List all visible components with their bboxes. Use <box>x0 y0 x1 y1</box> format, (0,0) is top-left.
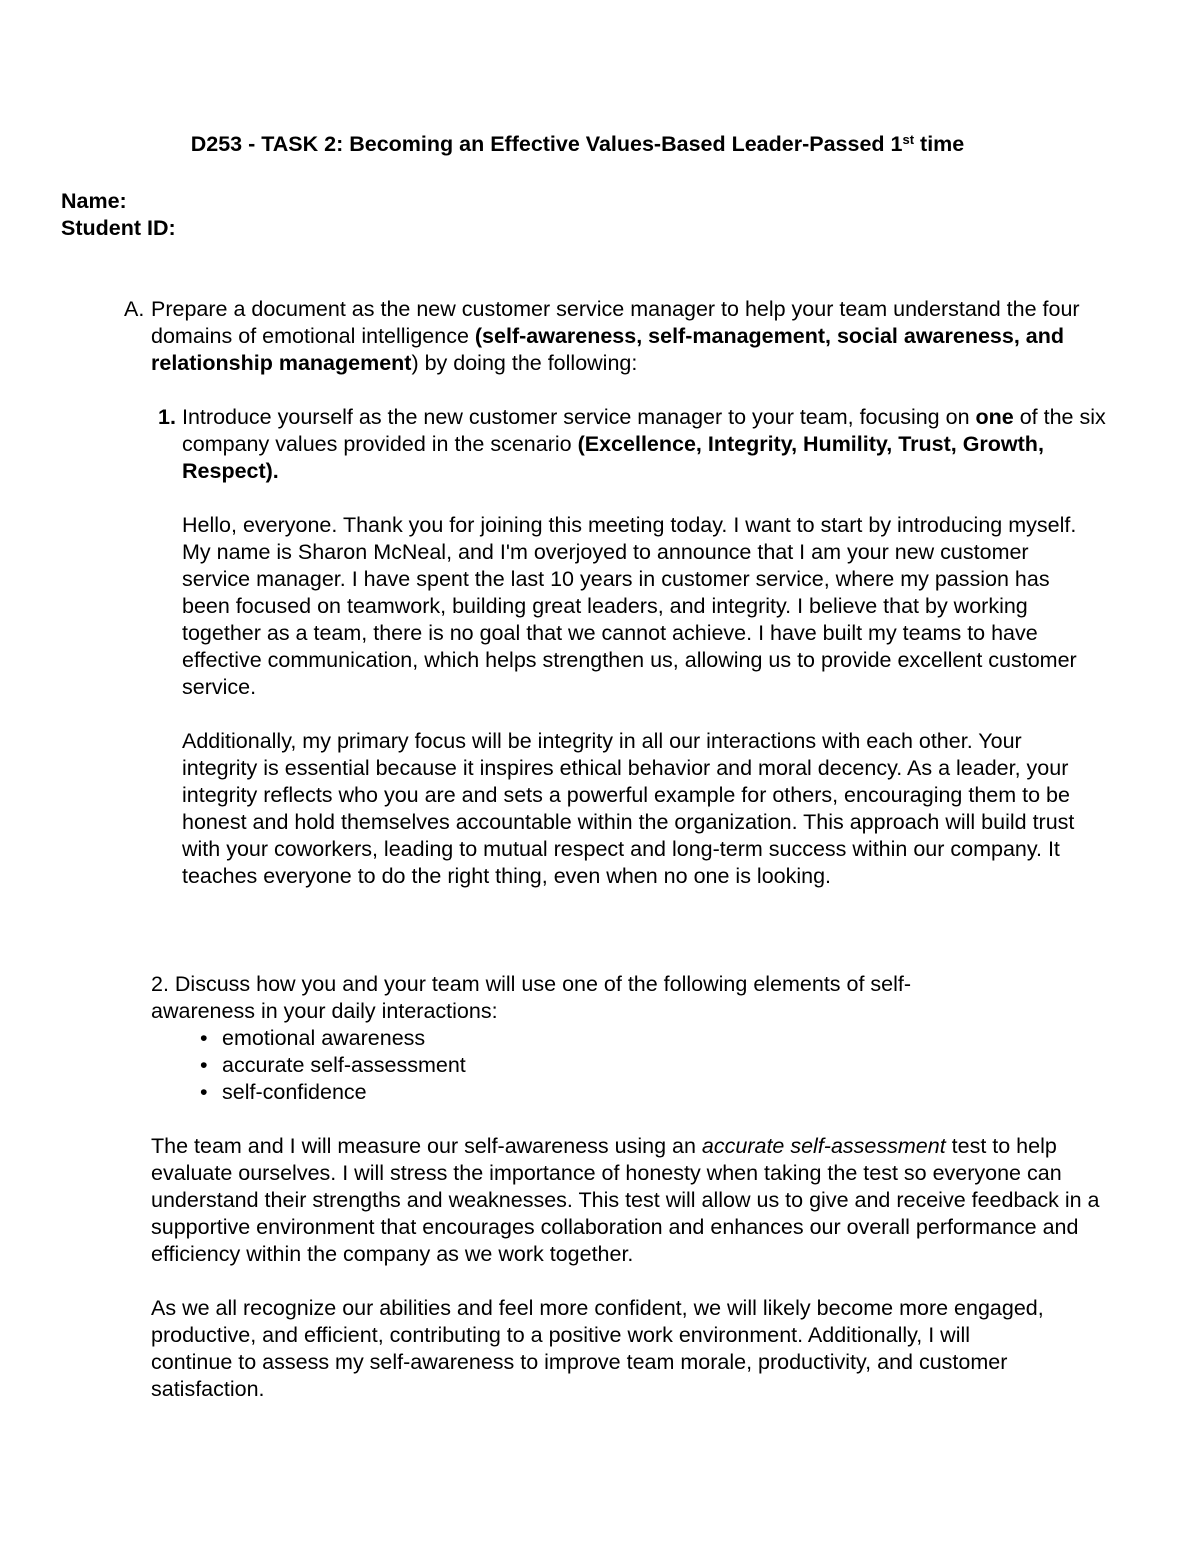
document-title <box>0 131 1155 158</box>
title-superscript: st <box>902 132 915 147</box>
answer-2-paragraph-1: The team and I will measure our self-awareness using an accurate self-assessment test to help evaluate ourselves. I will stress the importance of honesty when taking the test so everyone can understand their strengths and weaknesses. This test will allow us to give and receive feedback in a supportive environment that encourages collaboration and enhances our overall performance and efficiency within the company as we work together. <box>151 1134 1100 1266</box>
item-2-prompt: 2. Discuss how you and your team will use one of the following elements of self-awareness in your daily interactions: <box>151 972 912 1023</box>
answer-1-paragraph-1: Hello, everyone. Thank you for joining this meeting today. I want to start by introducing myself. My name is Sharon McNeal, and I'm overjoyed to announce that I am your new customer service manager. I have spent the last 10 years in customer service, where my passion has been focused on teamwork, building great leaders, and integrity. I believe that by working together as a team, there is no goal that we cannot achieve. I have built my teams to have effective communication, which helps strengthen us, allowing us to provide excellent customer service. <box>182 513 1077 699</box>
student-id-label: Student ID: <box>61 216 176 240</box>
section-a-marker: A. <box>124 297 145 321</box>
title-text: D253 - TASK 2: Becoming an Effective Values-Based Leader-Passed 1 <box>190 132 903 156</box>
item-1-values: (Excellence, Integrity, Humility, Trust, Growth, Respect). <box>182 432 1044 483</box>
section-a-text-end: ) by doing the following: <box>411 351 638 375</box>
list-item: • accurate self-assessment <box>200 1053 466 1077</box>
bullet-icon: • <box>200 1080 208 1104</box>
section-a-prompt <box>151 296 1111 377</box>
name-label: Name: <box>61 189 127 213</box>
section-a-text: Prepare a document as the new customer service manager to help your team understand the four domains of emotional intelligence <box>151 297 1080 348</box>
item-1-prompt <box>182 404 1112 485</box>
item-1-marker: 1. <box>158 405 176 429</box>
bullet-icon: • <box>200 1053 208 1077</box>
item-1-text: Introduce yourself as the new customer service manager to your team, focusing on <box>182 405 976 429</box>
answer-1-paragraph-2: Additionally, my primary focus will be integrity in all our interactions with each other. Your integrity is essential because it inspires ethical behavior and moral decency. As a leader, your integrity reflects who you are and sets a powerful example for others, encouraging them to be honest and hold themselves accountable within the organization. This approach will build trust with your coworkers, leading to mutual respect and long-term success within our company. It teaches everyone to do the right thing, even when no one is looking. <box>182 729 1075 888</box>
section-a-domains: (self-awareness, self-management, social awareness, and relationship management <box>151 324 1065 375</box>
list-item: • emotional awareness <box>200 1026 426 1050</box>
title-end: time <box>914 132 965 156</box>
list-item: • self-confidence <box>200 1080 367 1104</box>
bullet-icon: • <box>200 1026 208 1050</box>
self-awareness-elements-list <box>200 1025 466 1106</box>
item-1-text-2: of the six company values provided in the scenario <box>182 405 1106 456</box>
answer-2-paragraph-2: As we all recognize our abilities and feel more confident, we will likely become more engaged, productive, and efficient, contributing to a positive work environment. Additionally, I will continue to assess my self-awareness to improve team morale, productivity, and customer satisfaction. <box>151 1296 1044 1401</box>
item-1-one: one <box>975 405 1014 429</box>
accurate-self-assessment-emphasis: accurate self-assessment <box>701 1134 946 1158</box>
